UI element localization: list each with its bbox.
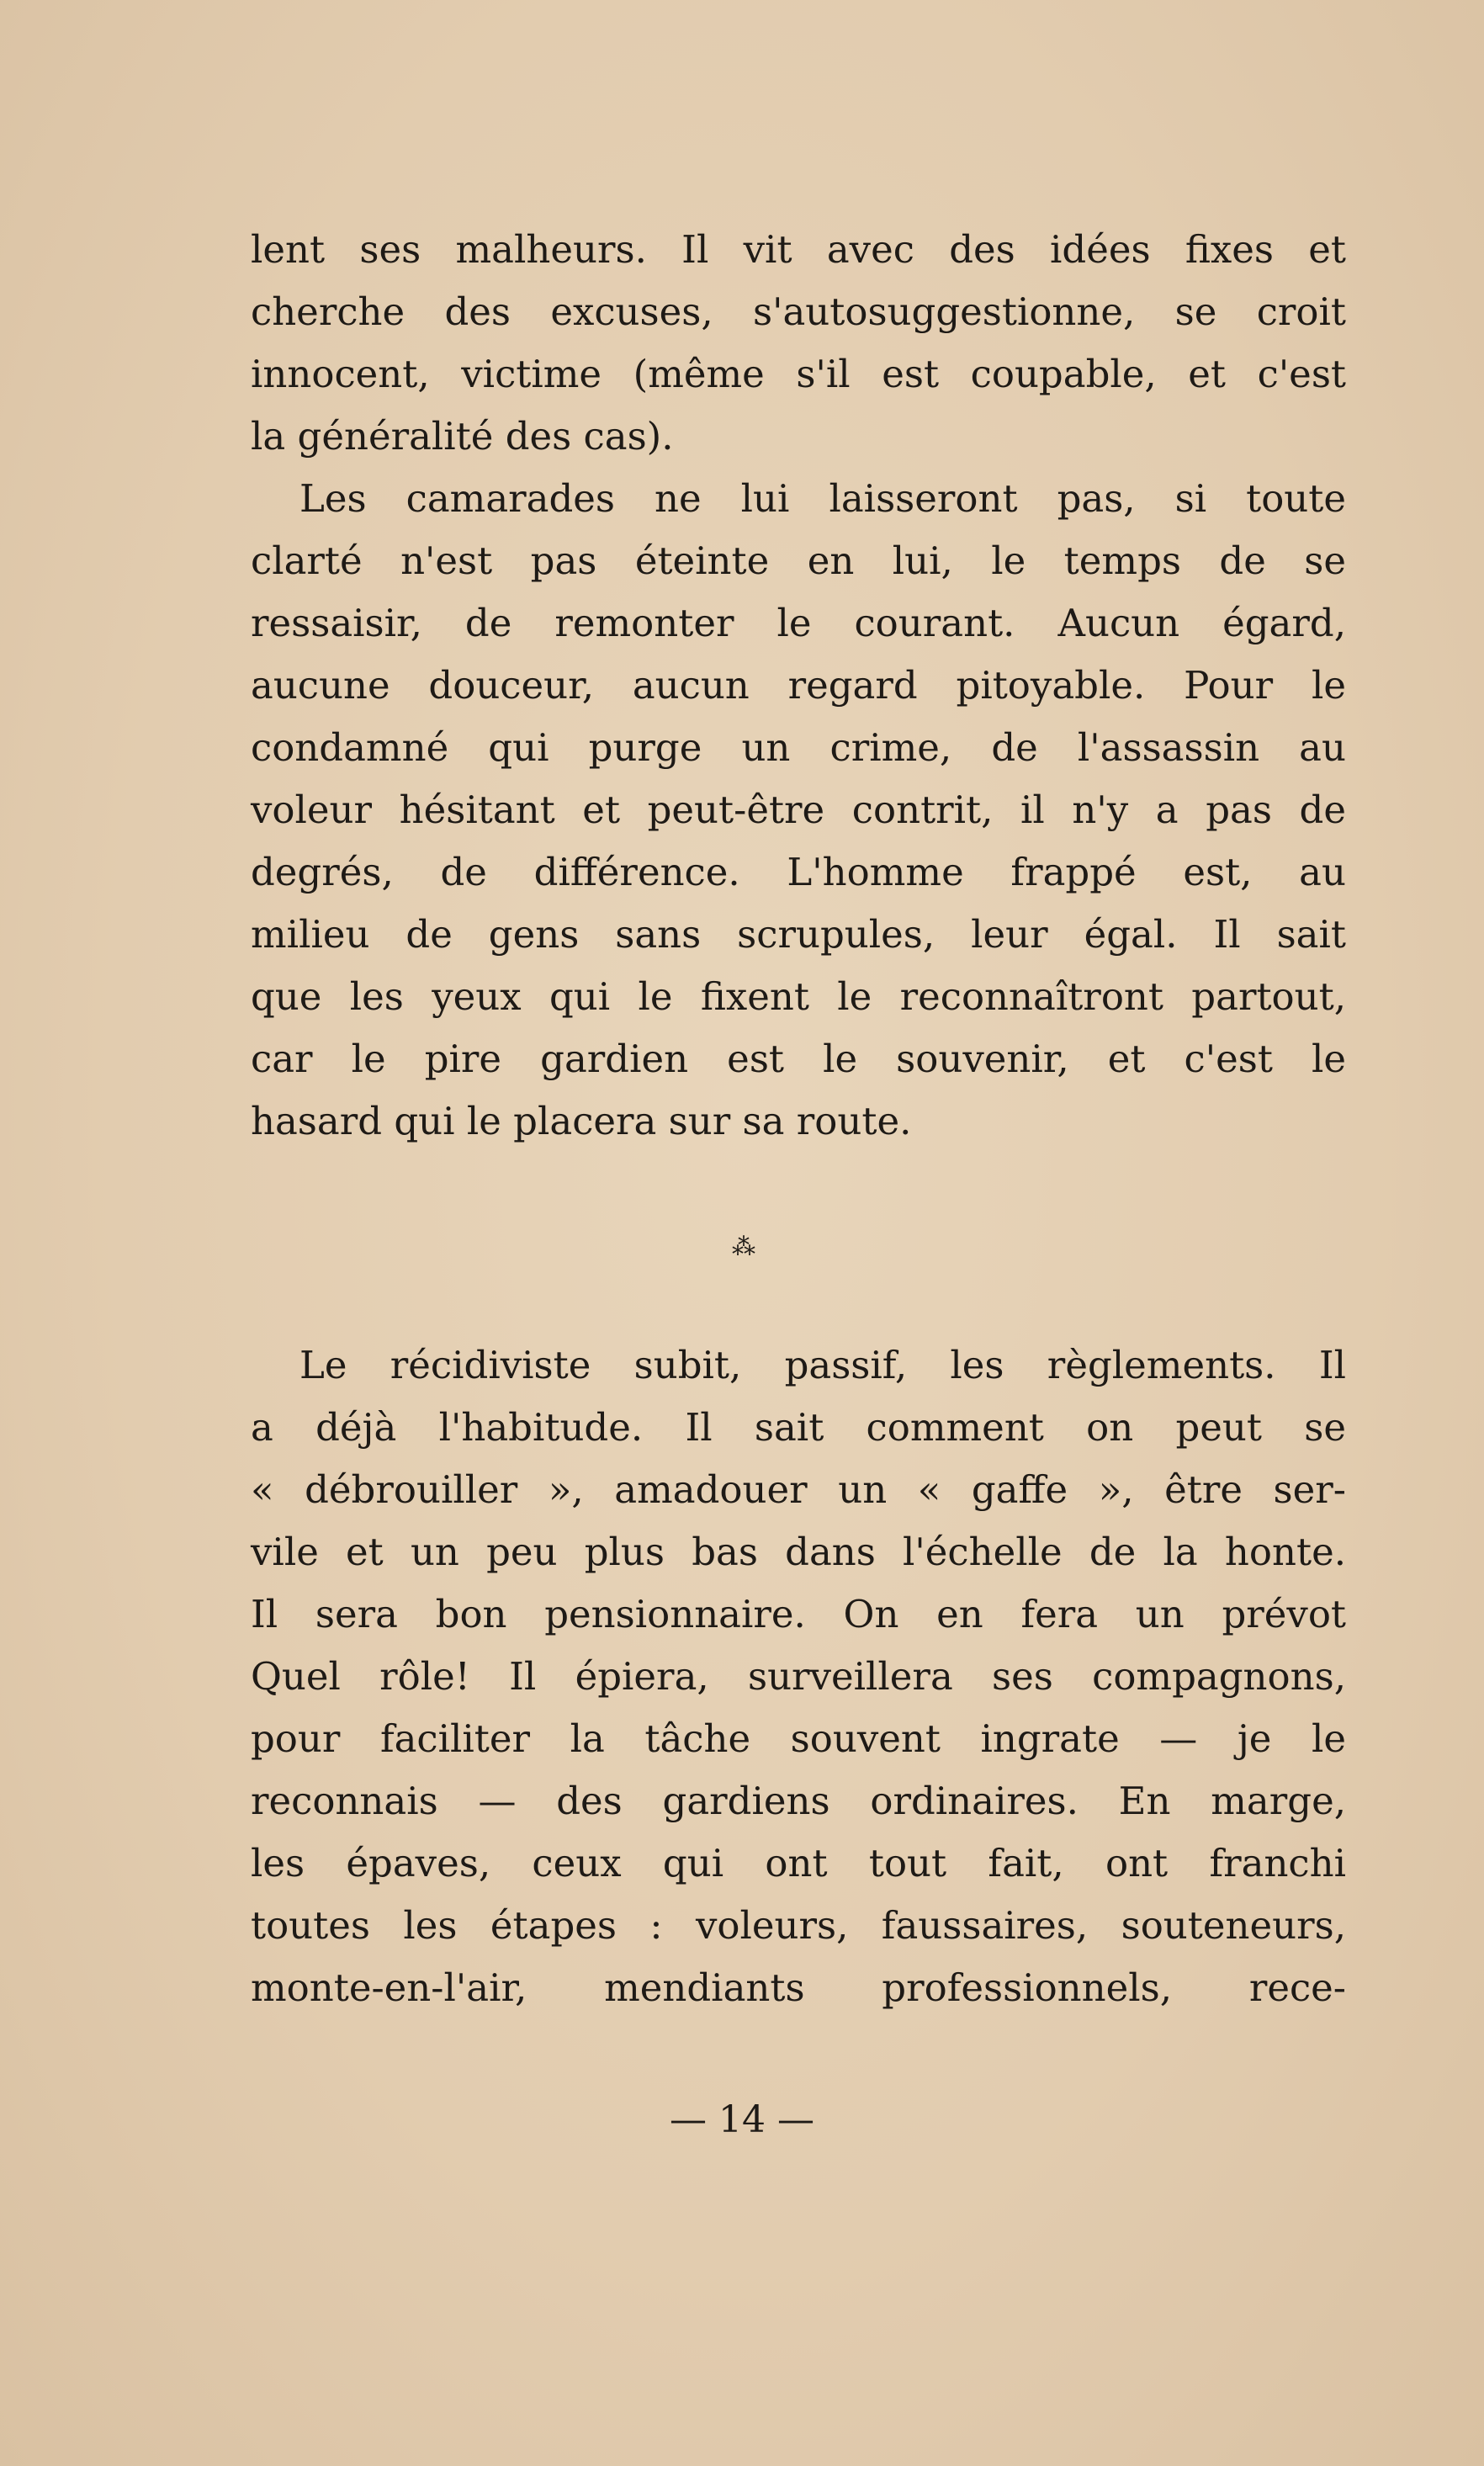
text-line: Le récidiviste subit, passif, les règlements. Il — [299, 1343, 1346, 1387]
text-line: reconnais — des gardiens ordinaires. En marge, — [251, 1779, 1346, 1823]
text-line: Il sera bon pensionnaire. On en fera un prévot — [251, 1592, 1346, 1636]
text-line: les épaves, ceux qui ont tout fait, ont franchi — [251, 1841, 1346, 1885]
text-line: « débrouiller », amadouer un « gaffe », être ser- — [251, 1467, 1346, 1512]
text-line: hasard qui le placera sur sa route. — [251, 1099, 912, 1143]
page-number: — 14 — — [670, 2098, 814, 2141]
text-line: aucune douceur, aucun regard pitoyable. Pour le — [251, 663, 1346, 708]
lower-text-block — [251, 1334, 1346, 2019]
text-line: vile et un peu plus bas dans l'échelle de la honte. — [251, 1530, 1346, 1574]
text-line: clarté n'est pas éteinte en lui, le temps de se — [251, 538, 1346, 583]
text-line: pour faciliter la tâche souvent ingrate — je le — [251, 1716, 1346, 1761]
text-line: ressaisir, de remonter le courant. Aucun égard, — [251, 601, 1346, 645]
text-line: innocent, victime (même s'il est coupable, et c'est — [251, 352, 1346, 396]
text-line: la généralité des cas). — [251, 414, 674, 459]
text-line: monte-en-l'air, mendiants professionnels, rece- — [251, 1965, 1346, 2010]
text-line: condamné qui purge un crime, de l'assassin au — [251, 725, 1346, 770]
text-line: a déjà l'habitude. Il sait comment on peut se — [251, 1405, 1346, 1450]
asterism-separator: ⁂ — [732, 1233, 752, 1260]
text-line: toutes les étapes : voleurs, faussaires, souteneurs, — [251, 1903, 1346, 1948]
text-line: cherche des excuses, s'autosuggestionne, se croit — [251, 289, 1346, 334]
text-line: lent ses malheurs. Il vit avec des idées fixes et — [251, 227, 1346, 272]
text-line: que les yeux qui le fixent le reconnaîtront partout, — [251, 974, 1346, 1019]
text-line: Les camarades ne lui laisseront pas, si toute — [299, 476, 1346, 521]
text-line: Quel rôle! Il épiera, surveillera ses compagnons, — [251, 1654, 1346, 1699]
text-line: car le pire gardien est le souvenir, et c'est le — [251, 1037, 1346, 1081]
upper-text-block — [251, 219, 1346, 1153]
text-line: milieu de gens sans scrupules, leur égal. Il sait — [251, 912, 1346, 957]
text-line: degrés, de différence. L'homme frappé est, au — [251, 850, 1346, 894]
text-line: voleur hésitant et peut-être contrit, il n'y a pas de — [251, 788, 1346, 832]
